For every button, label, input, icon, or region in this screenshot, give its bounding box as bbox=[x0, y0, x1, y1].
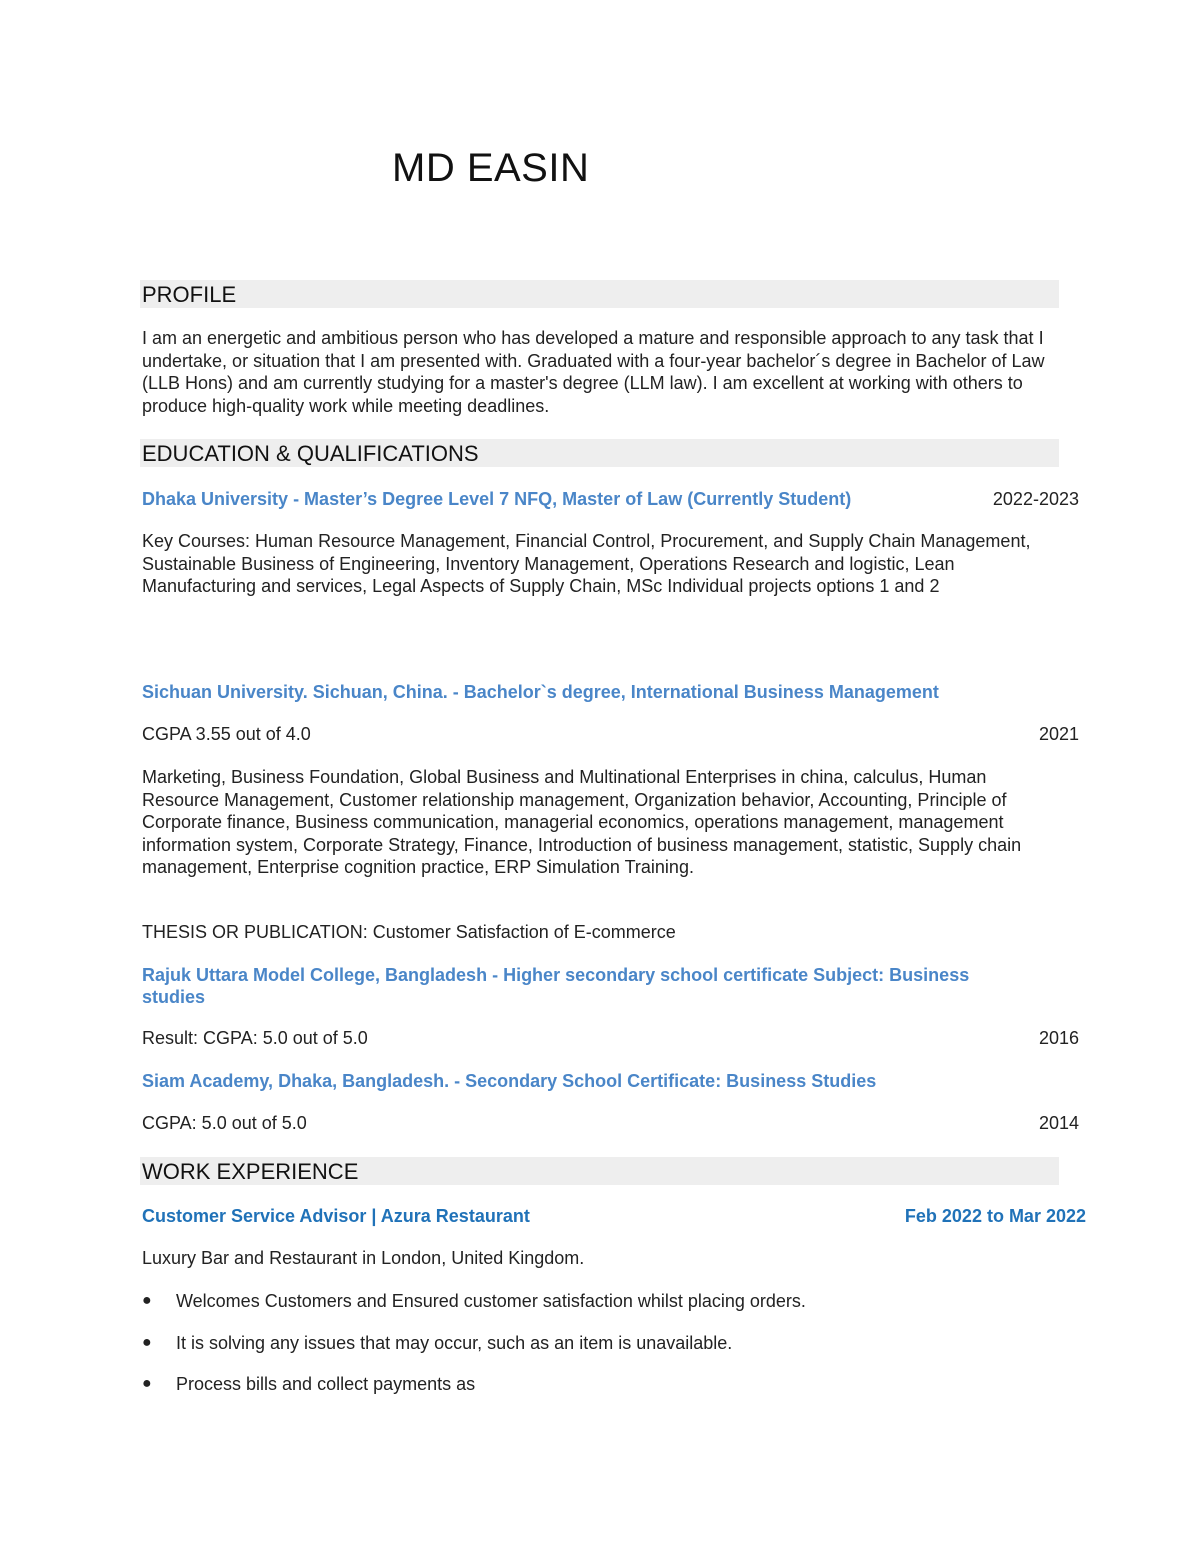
work-entry-heading: Customer Service Advisor | Azura Restaurant bbox=[142, 1206, 530, 1226]
bullet-icon: ● bbox=[142, 1375, 152, 1392]
list-item bbox=[142, 1332, 1062, 1356]
education-entry-result: CGPA 3.55 out of 4.0 bbox=[142, 724, 311, 744]
bullet-icon: ● bbox=[142, 1334, 152, 1351]
bullet-icon: ● bbox=[142, 1292, 152, 1309]
education-entry-result: CGPA: 5.0 out of 5.0 bbox=[142, 1113, 307, 1133]
education-entry-result: Result: CGPA: 5.0 out of 5.0 bbox=[142, 1028, 368, 1048]
education-entry-thesis: THESIS OR PUBLICATION: Customer Satisfaction of E-commerce bbox=[142, 922, 676, 942]
profile-title: PROFILE bbox=[142, 282, 237, 307]
education-entry-details: Key Courses: Human Resource Management, Financial Control, Procurement, and Supply Chain Management, Sustainable Business of Engineering, Inventory Management, Operations Research and logistic, Lean Manufacturing and services, Legal Aspects of Supply Chain, MSc Individual projects options 1 and 2 bbox=[142, 531, 1031, 596]
education-entry-details: Marketing, Business Foundation, Global Business and Multinational Enterprises in china, calculus, Human Resource Management, Customer relationship management, Organization behavior, Accounting, Principle of Corporate finance, Business communication, managerial economics, operations management, management information system, Corporate Strategy, Finance, Introduction of business management, statistic, Supply chain management, Enterprise cognition practice, ERP Simulation Training. bbox=[142, 767, 1022, 877]
education-title: EDUCATION & QUALIFICATIONS bbox=[142, 441, 479, 466]
education-entry-heading: Rajuk Uttara Model College, Bangladesh - Higher secondary school certificate Subject: Business bbox=[142, 965, 970, 985]
profile-section-header bbox=[140, 280, 1059, 308]
education-entry-date: 2014 bbox=[1038, 1113, 1079, 1133]
work-entry-description: Luxury Bar and Restaurant in London, United Kingdom. bbox=[142, 1248, 585, 1268]
list-item-text: Process bills and collect payments as bbox=[176, 1374, 476, 1394]
education-entry-heading: Sichuan University. Sichuan, China. - Bachelor`s degree, International Business Management bbox=[142, 682, 939, 702]
profile-text: I am an energetic and ambitious person who has developed a mature and responsible approach to any task that I undertake, or situation that I am presented with. Graduated with a four-year bachelor´s degree in Bachelor of Law (LLB Hons) and am currently studying for a master's degree (LLM law). I am excellent at working with others to produce high-quality work while meeting deadlines. bbox=[142, 328, 1045, 416]
list-item-text: It is solving any issues that may occur, such as an item is unavailable. bbox=[176, 1333, 733, 1353]
list-item bbox=[142, 1290, 1062, 1314]
work-entry-date: Feb 2022 to Mar 2022 bbox=[904, 1206, 1086, 1226]
education-section-header bbox=[140, 439, 1059, 467]
candidate-name: MD EASIN bbox=[392, 146, 590, 190]
work-section-header bbox=[140, 1157, 1059, 1185]
education-entry-date: 2016 bbox=[1038, 1028, 1079, 1048]
list-item-text: Welcomes Customers and Ensured customer satisfaction whilst placing orders. bbox=[176, 1291, 806, 1311]
education-entry-date: 2021 bbox=[1038, 724, 1079, 744]
education-entry-heading-continued: studies bbox=[142, 987, 206, 1007]
list-item bbox=[142, 1373, 1062, 1397]
education-entry-date: 2022-2023 bbox=[992, 489, 1079, 509]
work-title: WORK EXPERIENCE bbox=[142, 1159, 359, 1184]
education-entry-heading: Siam Academy, Dhaka, Bangladesh. - Secondary School Certificate: Business Studies bbox=[142, 1071, 877, 1091]
education-entry-heading: Dhaka University - Master’s Degree Level 7 NFQ, Master of Law (Currently Student) bbox=[142, 489, 852, 509]
